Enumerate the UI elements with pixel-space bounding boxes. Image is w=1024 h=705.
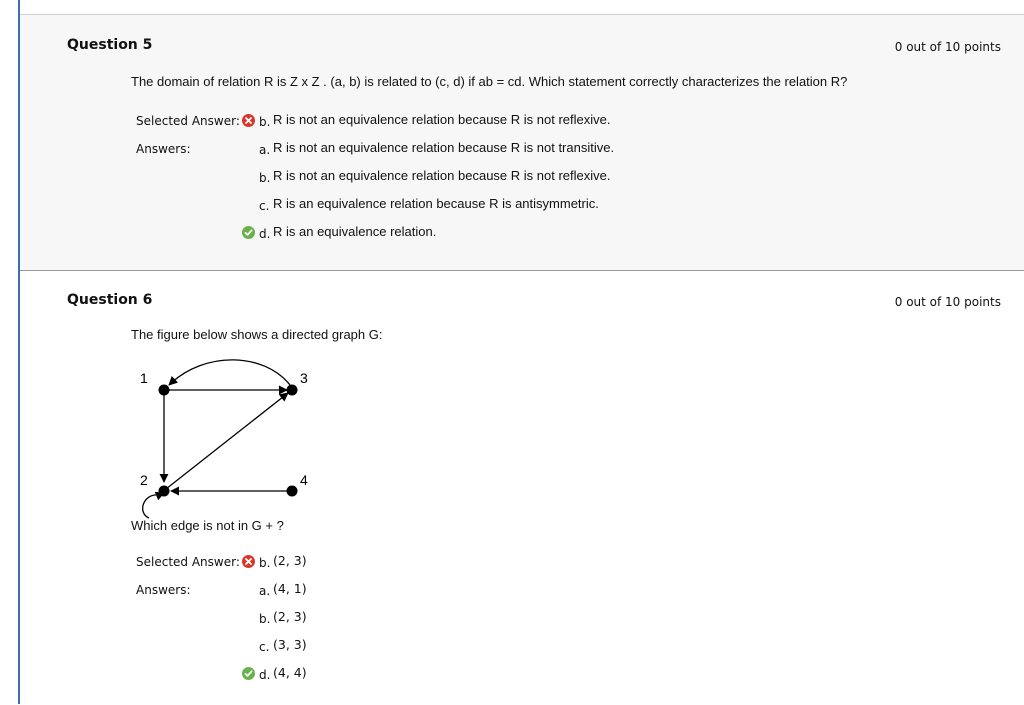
answer-text: (4, 4) [273, 665, 307, 680]
question-6-prompt: The figure below shows a directed graph G: [131, 327, 383, 342]
answer-text: (2, 3) [273, 553, 307, 568]
answer-letter: b. [259, 612, 271, 626]
answer-letter: b. [259, 556, 271, 570]
incorrect-icon [242, 555, 255, 568]
correct-icon [242, 667, 255, 680]
question-5-answers-label: Answers: [136, 142, 191, 156]
question-6-answers-label: Answers: [136, 583, 191, 597]
graph-label-3: 3 [300, 370, 308, 386]
graph-node-2 [159, 486, 170, 497]
answer-text: R is not an equivalence relation because R is not reflexive. [273, 112, 611, 127]
question-5-title: Question 5 [67, 37, 153, 53]
top-divider [20, 14, 1024, 15]
incorrect-icon [242, 114, 255, 127]
answer-text: (2, 3) [273, 609, 307, 624]
answer-text: (3, 3) [273, 637, 307, 652]
answer-text: (4, 1) [273, 581, 307, 596]
answer-letter: c. [259, 640, 270, 654]
answer-letter: c. [259, 199, 270, 213]
directed-graph-figure [125, 355, 325, 525]
answer-text: R is an equivalence relation. [273, 224, 437, 239]
answer-letter: a. [259, 584, 271, 598]
answer-letter: a. [259, 143, 271, 157]
graph-label-2: 2 [140, 472, 148, 488]
graph-label-4: 4 [300, 472, 308, 488]
left-accent-rule [18, 0, 20, 704]
graph-node-4 [287, 486, 298, 497]
answer-letter: d. [259, 227, 271, 241]
answer-text: R is not an equivalence relation because R is not reflexive. [273, 168, 611, 183]
graph-node-3 [287, 385, 298, 396]
graph-edge-2-3 [166, 393, 288, 489]
answer-text: R is not an equivalence relation because R is not transitive. [273, 140, 615, 155]
question-6-selected-label: Selected Answer: [136, 555, 240, 569]
graph-edge-3-1 [169, 360, 290, 385]
graph-label-1: 1 [140, 370, 148, 386]
answer-letter: b. [259, 171, 271, 185]
question-5-selected-label: Selected Answer: [136, 114, 240, 128]
question-6-question: Which edge is not in G + ? [131, 518, 284, 533]
answer-letter: d. [259, 668, 271, 682]
answer-letter: b. [259, 115, 271, 129]
graph-self-loop-2 [143, 493, 164, 518]
question-6-points: 0 out of 10 points [894, 295, 1001, 309]
question-5-prompt: The domain of relation R is Z x Z . (a, b) is related to (c, d) if ab = cd. Which statement correctly characterizes the relation R? [131, 74, 848, 89]
answer-text: R is an equivalence relation because R is antisymmetric. [273, 196, 599, 211]
question-5-points: 0 out of 10 points [894, 40, 1001, 54]
correct-icon [242, 226, 255, 239]
graph-node-1 [159, 385, 170, 396]
question-6-title: Question 6 [67, 292, 153, 308]
